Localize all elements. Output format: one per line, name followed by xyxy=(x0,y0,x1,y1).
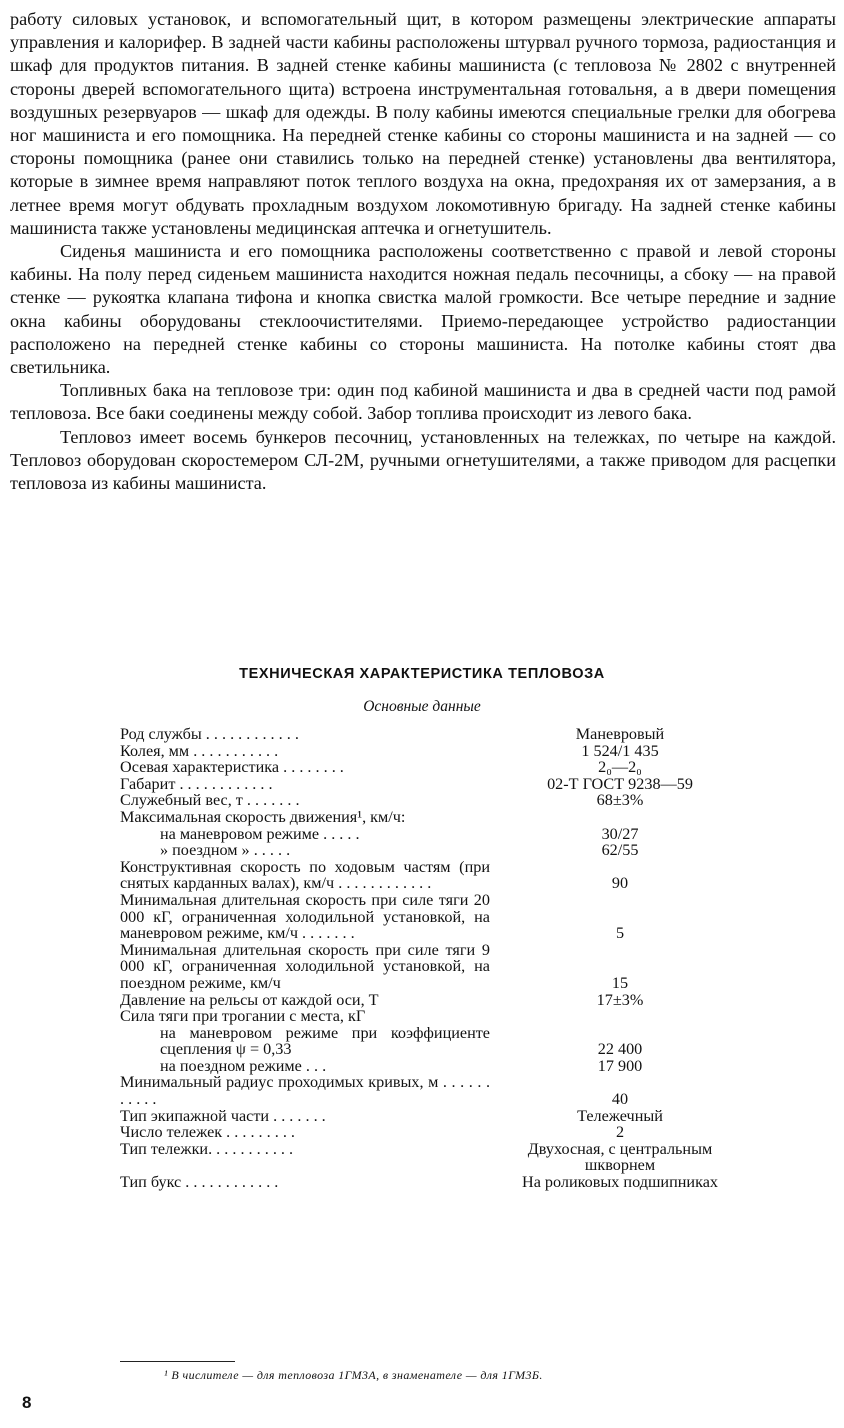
footnote: ¹ В числителе — для тепловоза 1ГМ3А, в знаменателе — для 1ГМ3Б. xyxy=(164,1368,543,1382)
spec-label: Род службы . . . . . . . . . . . . xyxy=(120,725,299,743)
spec-label: Максимальная скорость движения¹, км/ч: xyxy=(120,807,406,826)
spec-value: 2₀—2₀ xyxy=(598,758,642,777)
spec-row xyxy=(120,1141,740,1174)
spec-row xyxy=(120,1025,740,1058)
spec-row xyxy=(120,1058,740,1075)
spec-row xyxy=(120,859,740,892)
spec-row xyxy=(120,1008,740,1025)
spec-row xyxy=(120,776,740,793)
spec-row xyxy=(120,792,740,809)
spec-value: 17 900 xyxy=(597,1056,643,1075)
spec-value: 5 xyxy=(615,924,625,943)
spec-row xyxy=(120,726,740,743)
paragraph-4: Тепловоз имеет восемь бункеров песочниц, установленных на тележках, по четыре на каждой. Тепловоз оборудован скоростемером СЛ-2М, ручными огнетушителями, а также приводом для расцепки тепловоза из кабины машиниста. xyxy=(10,426,836,494)
section-title: ТЕХНИЧЕСКАЯ ХАРАКТЕРИСТИКА ТЕПЛОВОЗА xyxy=(239,666,605,682)
spec-value: 30/27 xyxy=(601,824,639,843)
spec-table xyxy=(120,726,740,1191)
spec-label: Габарит . . . . . . . . . . . . xyxy=(120,774,273,793)
spec-row xyxy=(120,1108,740,1125)
spec-row xyxy=(120,842,740,859)
spec-value: Двухосная, с центральным шкворнем xyxy=(527,1139,713,1175)
spec-label: Тип тележки. . . . . . . . . . . xyxy=(120,1139,294,1158)
spec-label: Конструктивная скорость по ходовым частям (при снятых карданных валах), км/ч . . . . . . . . . . . . xyxy=(120,857,490,893)
spec-value: 02-Т ГОСТ 9238—59 xyxy=(547,774,693,793)
spec-value: 40 xyxy=(611,1090,629,1109)
spec-row xyxy=(120,992,740,1009)
spec-row xyxy=(120,809,740,826)
spec-value: На роликовых подшипниках xyxy=(522,1173,718,1192)
spec-row xyxy=(120,892,740,942)
spec-row xyxy=(120,826,740,843)
section-subtitle: Основные данные xyxy=(363,698,481,715)
spec-value: 1 524/1 435 xyxy=(581,741,659,760)
spec-label: Осевая характеристика . . . . . . . . xyxy=(120,758,344,777)
spec-row xyxy=(120,942,740,992)
paragraph-3: Топливных бака на тепловозе три: один под кабиной машиниста и два в средней части под рамой тепловоза. Все баки соединены между собой. Забор топлива происходит из левого бака. xyxy=(10,380,836,424)
spec-value: 15 xyxy=(611,973,629,992)
spec-value: 68±3% xyxy=(596,791,644,810)
spec-label: Минимальная длительная скорость при силе тяги 20 000 кГ, ограниченная холодильной установкой, на маневровом режиме, км/ч . . . . . . . xyxy=(120,890,490,943)
spec-row xyxy=(120,1074,740,1107)
spec-label: Служебный вес, т . . . . . . . xyxy=(120,791,300,810)
spec-label: Минимальная длительная скорость при силе тяги 9 000 кГ, ограниченная холодильной установкой, на поездном режиме, км/ч xyxy=(120,940,490,992)
spec-value: 22 400 xyxy=(597,1040,643,1059)
spec-label: на маневровом режиме при коэффициенте сцепления ψ = 0,33 xyxy=(160,1023,490,1059)
spec-value: 17±3% xyxy=(596,990,644,1009)
paragraph-2: Сиденья машиниста и его помощника расположены соответственно с правой и левой стороны кабины. На полу перед сиденьем машиниста находится ножная педаль песочницы, а сбоку — на правой стенке — рукоятка клапана тифона и кнопка свистка малой громкости. Все четыре передние и задние окна кабины оборудованы стеклоочистителями. Приемо-передающее устройство радиостанции расположено на передней стенке кабины со стороны машиниста. На потолке кабины стоят два светильника. xyxy=(10,241,836,378)
spec-label: Минимальный радиус проходимых кривых, м . . . . . . . . . . . xyxy=(120,1073,490,1109)
spec-value: 62/55 xyxy=(601,841,639,860)
spec-value: 90 xyxy=(611,874,629,893)
body-text xyxy=(10,8,836,495)
spec-label: Тип экипажной части . . . . . . . xyxy=(120,1106,326,1125)
spec-label: Давление на рельсы от каждой оси, Т xyxy=(120,990,379,1009)
spec-row xyxy=(120,743,740,760)
spec-label: Число тележек . . . . . . . . . xyxy=(120,1123,295,1142)
spec-label: на маневровом режиме . . . . . xyxy=(160,824,360,843)
spec-label: Колея, мм . . . . . . . . . . . xyxy=(120,741,279,760)
spec-label: Сила тяги при трогании с места, кГ xyxy=(120,1007,366,1026)
spec-row xyxy=(120,759,740,776)
spec-label: на поездном режиме . . . xyxy=(160,1056,327,1075)
spec-row xyxy=(120,1174,740,1191)
spec-row xyxy=(120,1124,740,1141)
spec-value: Маневровый xyxy=(575,725,665,743)
spec-label: » поездном » . . . . . xyxy=(160,841,291,860)
page-number: 8 xyxy=(22,1393,32,1412)
spec-value: Тележечный xyxy=(577,1106,663,1125)
footnote-divider xyxy=(120,1361,235,1362)
spec-label: Тип букс . . . . . . . . . . . . xyxy=(120,1173,279,1192)
paragraph-1: работу силовых установок, и вспомогательный щит, в котором размещены электрические аппараты управления и калорифер. В задней части кабины расположены штурвал ручного тормоза, радиостанция и шкаф для продуктов питания. В задней стенке кабины машиниста (с тепловоза № 2802 с внутренней стороны дверей вспомогательного щита) встроена инструментальная готовальня, а в двери помещения воздушных резервуаров — шкаф для одежды. В полу кабины имеются специальные грелки для обогрева ног машиниста и его помощника. На передней стенке кабины со стороны машиниста и на задней — со стороны помощника (ранее они ставились только на передней стенке) установлены два вентилятора, которые в зимнее время направляют поток теплого воздуха на окна, предохраняя их от замерзания, а в летнее время могут обдувать прохладным воздухом локомотивную бригаду. На задней стенке кабины машиниста также установлены медицинская аптечка и огнетушитель. xyxy=(10,9,836,238)
spec-value: 2 xyxy=(615,1123,625,1142)
